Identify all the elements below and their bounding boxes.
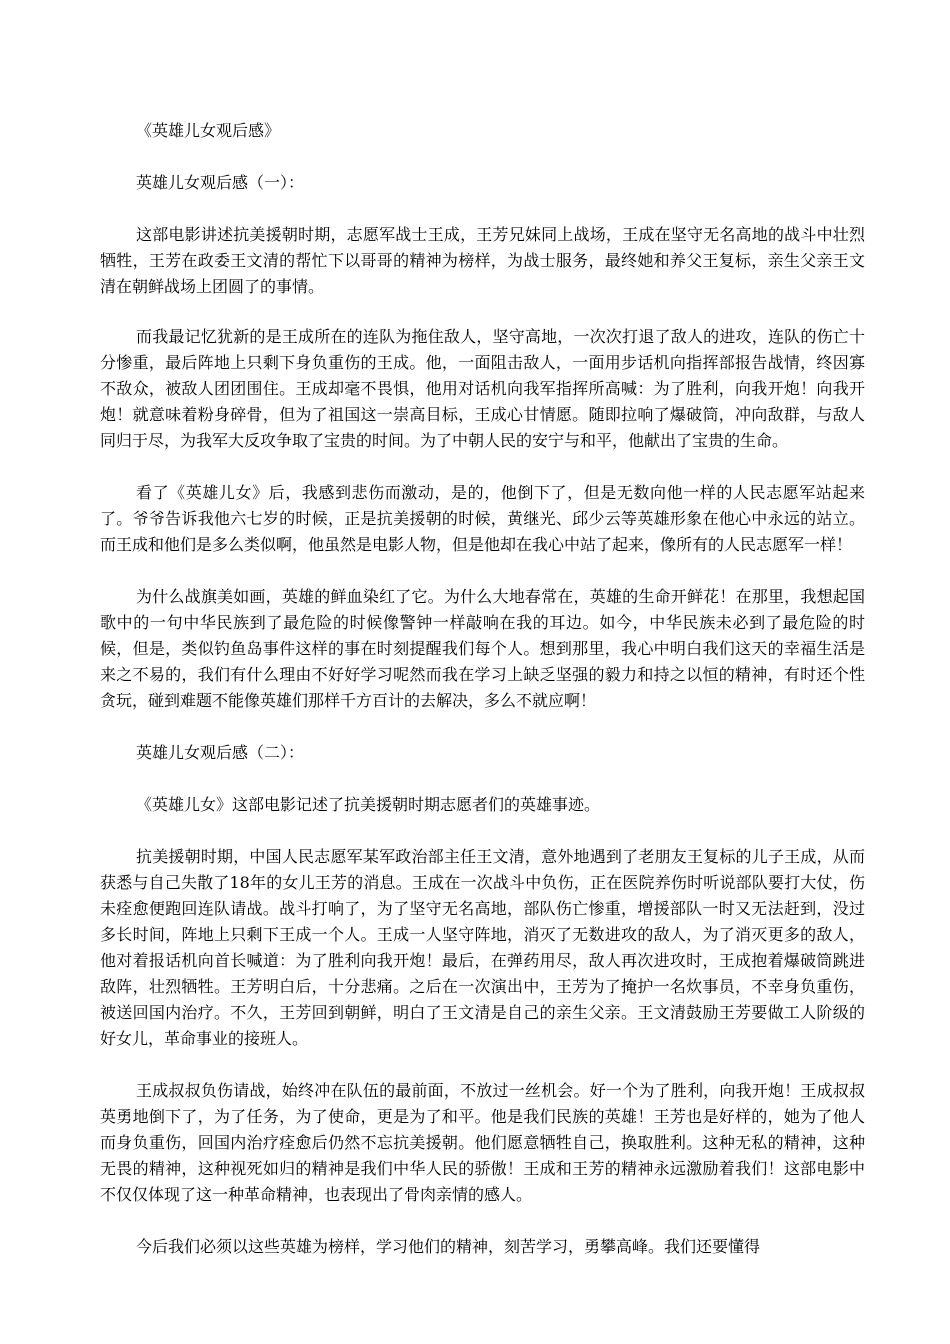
paragraph: 而我最记忆犹新的是王成所在的连队为拖住敌人，坚守高地，一次次打退了敌人的进攻，连队的伤亡十分惨重，最后阵地上只剩下身负重伤的王成。他，一面阻击敌人，一面用步话机向指挥部报告战情，终因寡不敌众，被敌人团团围住。王成却毫不畏惧，他用对话机向我军指挥所高喊：为了胜利，向我开炮！向我开炮！就意味着粉身碎骨，但为了祖国这一崇高目标，王成心甘情愿。随即拉响了爆破筒，冲向敌群，与敌人同归于尽，为我军大反攻争取了宝贵的时间。为了中朝人民的安宁与和平，他献出了宝贵的生命。	[100, 327, 865, 450]
paragraph: 王成叔叔负伤请战，始终冲在队伍的最前面，不放过一丝机会。好一个为了胜利，向我开炮！王成叔叔英勇地倒下了，为了任务，为了使命，更是为了和平。他是我们民族的英雄！王芳也是好样的，她为了他人而身负重伤，回国内治疗痊愈后仍然不忘抗美援朝。他们愿意牺牲自己，换取胜利。这种无私的精神，这种无畏的精神，这种视死如归的精神是我们中华人民的骄傲！王成和王芳的精神永远激励着我们！这部电影中不仅仅体现了这一种革命精神，也表现出了骨肉亲情的感人。	[100, 1081, 865, 1204]
document-title: 《英雄儿女观后感》	[136, 121, 281, 140]
paragraph: 看了《英雄儿女》后，我感到悲伤而激动，是的，他倒下了，但是无数向他一样的人民志愿军站起来了。爷爷告诉我他六七岁的时候，正是抗美援朝的时候，黄继光、邱少云等英雄形象在他心中永远的站立。而王成和他们是多么类似啊，他虽然是电影人物，但是他却在我心中站了起来，像所有的人民志愿军一样！	[100, 483, 865, 554]
document-page	[100, 118, 865, 1286]
paragraph: 抗美援朝时期，中国人民志愿军某军政治部主任王文清，意外地遇到了老朋友王复标的儿子王成，从而获悉与自己失散了18年的女儿王芳的消息。王成在一次战斗中负伤，正在医院养伤时听说部队要打大仗，伤未痊愈便跑回连队请战。战斗打响了，为了坚守无名高地，部队伤亡惨重，增援部队一时又无法赶到，没过多长时间，阵地上只剩下王成一个人。王成一人坚守阵地，消灭了无数进攻的敌人，为了消灭更多的敌人，他对着报话机向首长喊道：为了胜利向我开炮！最后，在弹药用尽，敌人再次进攻时，王成抱着爆破筒跳进敌阵，壮烈牺牲。王芳明白后，十分悲痛。之后在一次演出中，王芳为了掩护一名炊事员，不幸身负重伤，被送回国内治疗。不久，王芳回到朝鲜，明白了王文清是自己的亲生父亲。王文清鼓励王芳要做工人阶级的好女儿，革命事业的接班人。	[100, 847, 865, 1048]
paragraph: 今后我们必须以这些英雄为榜样，学习他们的精神，刻苦学习，勇攀高峰。我们还要懂得	[136, 1237, 761, 1256]
section-heading-2: 英雄儿女观后感（二）：	[136, 743, 305, 762]
paragraph: 这部电影讲述抗美援朝时期，志愿军战士王成，王芳兄妹同上战场，王成在坚守无名高地的战斗中壮烈牺牲，王芳在政委王文清的帮忙下以哥哥的精神为榜样，为战士服务，最终她和养父王复标，亲生父亲王文清在朝鲜战场上团圆了的事情。	[100, 225, 865, 296]
section-heading-1: 英雄儿女观后感（一）：	[136, 173, 305, 192]
paragraph: 《英雄儿女》这部电影记述了抗美援朝时期志愿者们的英雄事迹。	[136, 795, 601, 814]
paragraph: 为什么战旗美如画，英雄的鲜血染红了它。为什么大地春常在，英雄的生命开鲜花！在那里，我想起国歌中的一句中华民族到了最危险的时候像警钟一样敲响在我的耳边。如今，中华民族未必到了最危险的时候，但是，类似钓鱼岛事件这样的事在时刻提醒我们每个人。想到那里，我心中明白我们这天的幸福生活是来之不易的，我们有什么理由不好好学习呢然而我在学习上缺乏坚强的毅力和持之以恒的精神，有时还个性贪玩，碰到难题不能像英雄们那样千方百计的去解决，多么不就应啊！	[100, 587, 865, 710]
